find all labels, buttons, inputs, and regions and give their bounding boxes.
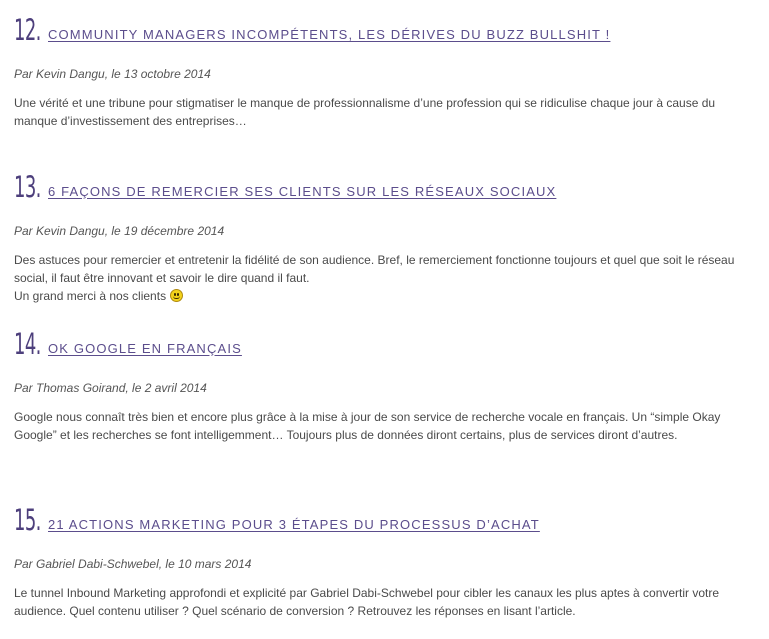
article-summary-text: Des astuces pour remercier et entretenir la fidélité de son audience. Bref, le remerciement fonctionne toujours et quel que soit le réseau social, il faut être innovant et savoir le dire quand il faut. [14,253,735,285]
article-summary-text: Google nous connaît très bien et encore plus grâce à la mise à jour de son service de recherche vocale en français. Un “simple Okay Google” et les recherches se font intelligemment… Toujours plus de données diront certains, plus de services diront d’autres. [14,410,721,442]
article-heading [14,171,759,203]
article-heading [14,14,759,46]
article-number: 12. [14,13,41,47]
article-summary-thanks-text: Un grand merci à nos clients [14,289,167,303]
article-byline: Par Thomas Goirand, le 2 avril 2014 [14,381,207,395]
article-number: 15. [14,503,41,537]
article-12 [14,14,759,130]
article-number: 13. [14,170,41,204]
article-title-link[interactable]: COMMUNITY MANAGERS INCOMPÉTENTS, LES DÉRIVES DU BUZZ BULLSHIT ! [48,27,611,42]
article-14 [14,328,759,444]
article-summary [14,94,759,130]
article-heading [14,504,759,536]
article-summary [14,584,759,620]
smiley-icon [170,289,183,302]
article-byline: Par Gabriel Dabi-Schwebel, le 10 mars 2014 [14,557,252,571]
article-title-link[interactable]: OK GOOGLE EN FRANÇAIS [48,341,242,356]
article-summary-text: Le tunnel Inbound Marketing approfondi et explicité par Gabriel Dabi-Schwebel pour cibler les canaux les plus aptes à convertir votre audience. Quel contenu utiliser ? Quel scénario de conversion ? Retrouvez les réponses en lisant l’article. [14,586,720,618]
article-13 [14,171,759,305]
article-summary [14,251,759,305]
article-summary-thanks [14,287,759,305]
article-byline: Par Kevin Dangu, le 19 décembre 2014 [14,224,225,238]
article-heading [14,328,759,360]
article-summary [14,408,759,444]
article-title-link[interactable]: 6 FAÇONS DE REMERCIER SES CLIENTS SUR LES RÉSEAUX SOCIAUX [48,184,557,199]
article-number: 14. [14,327,41,361]
article-byline: Par Kevin Dangu, le 13 octobre 2014 [14,67,211,81]
article-15 [14,504,759,620]
article-title-link[interactable]: 21 ACTIONS MARKETING POUR 3 ÉTAPES DU PROCESSUS D’ACHAT [48,517,540,532]
article-summary-text: Une vérité et une tribune pour stigmatiser le manque de professionnalisme d’une profession qui se ridiculise chaque jour à cause du manque d’investissement des entreprises… [14,96,716,128]
